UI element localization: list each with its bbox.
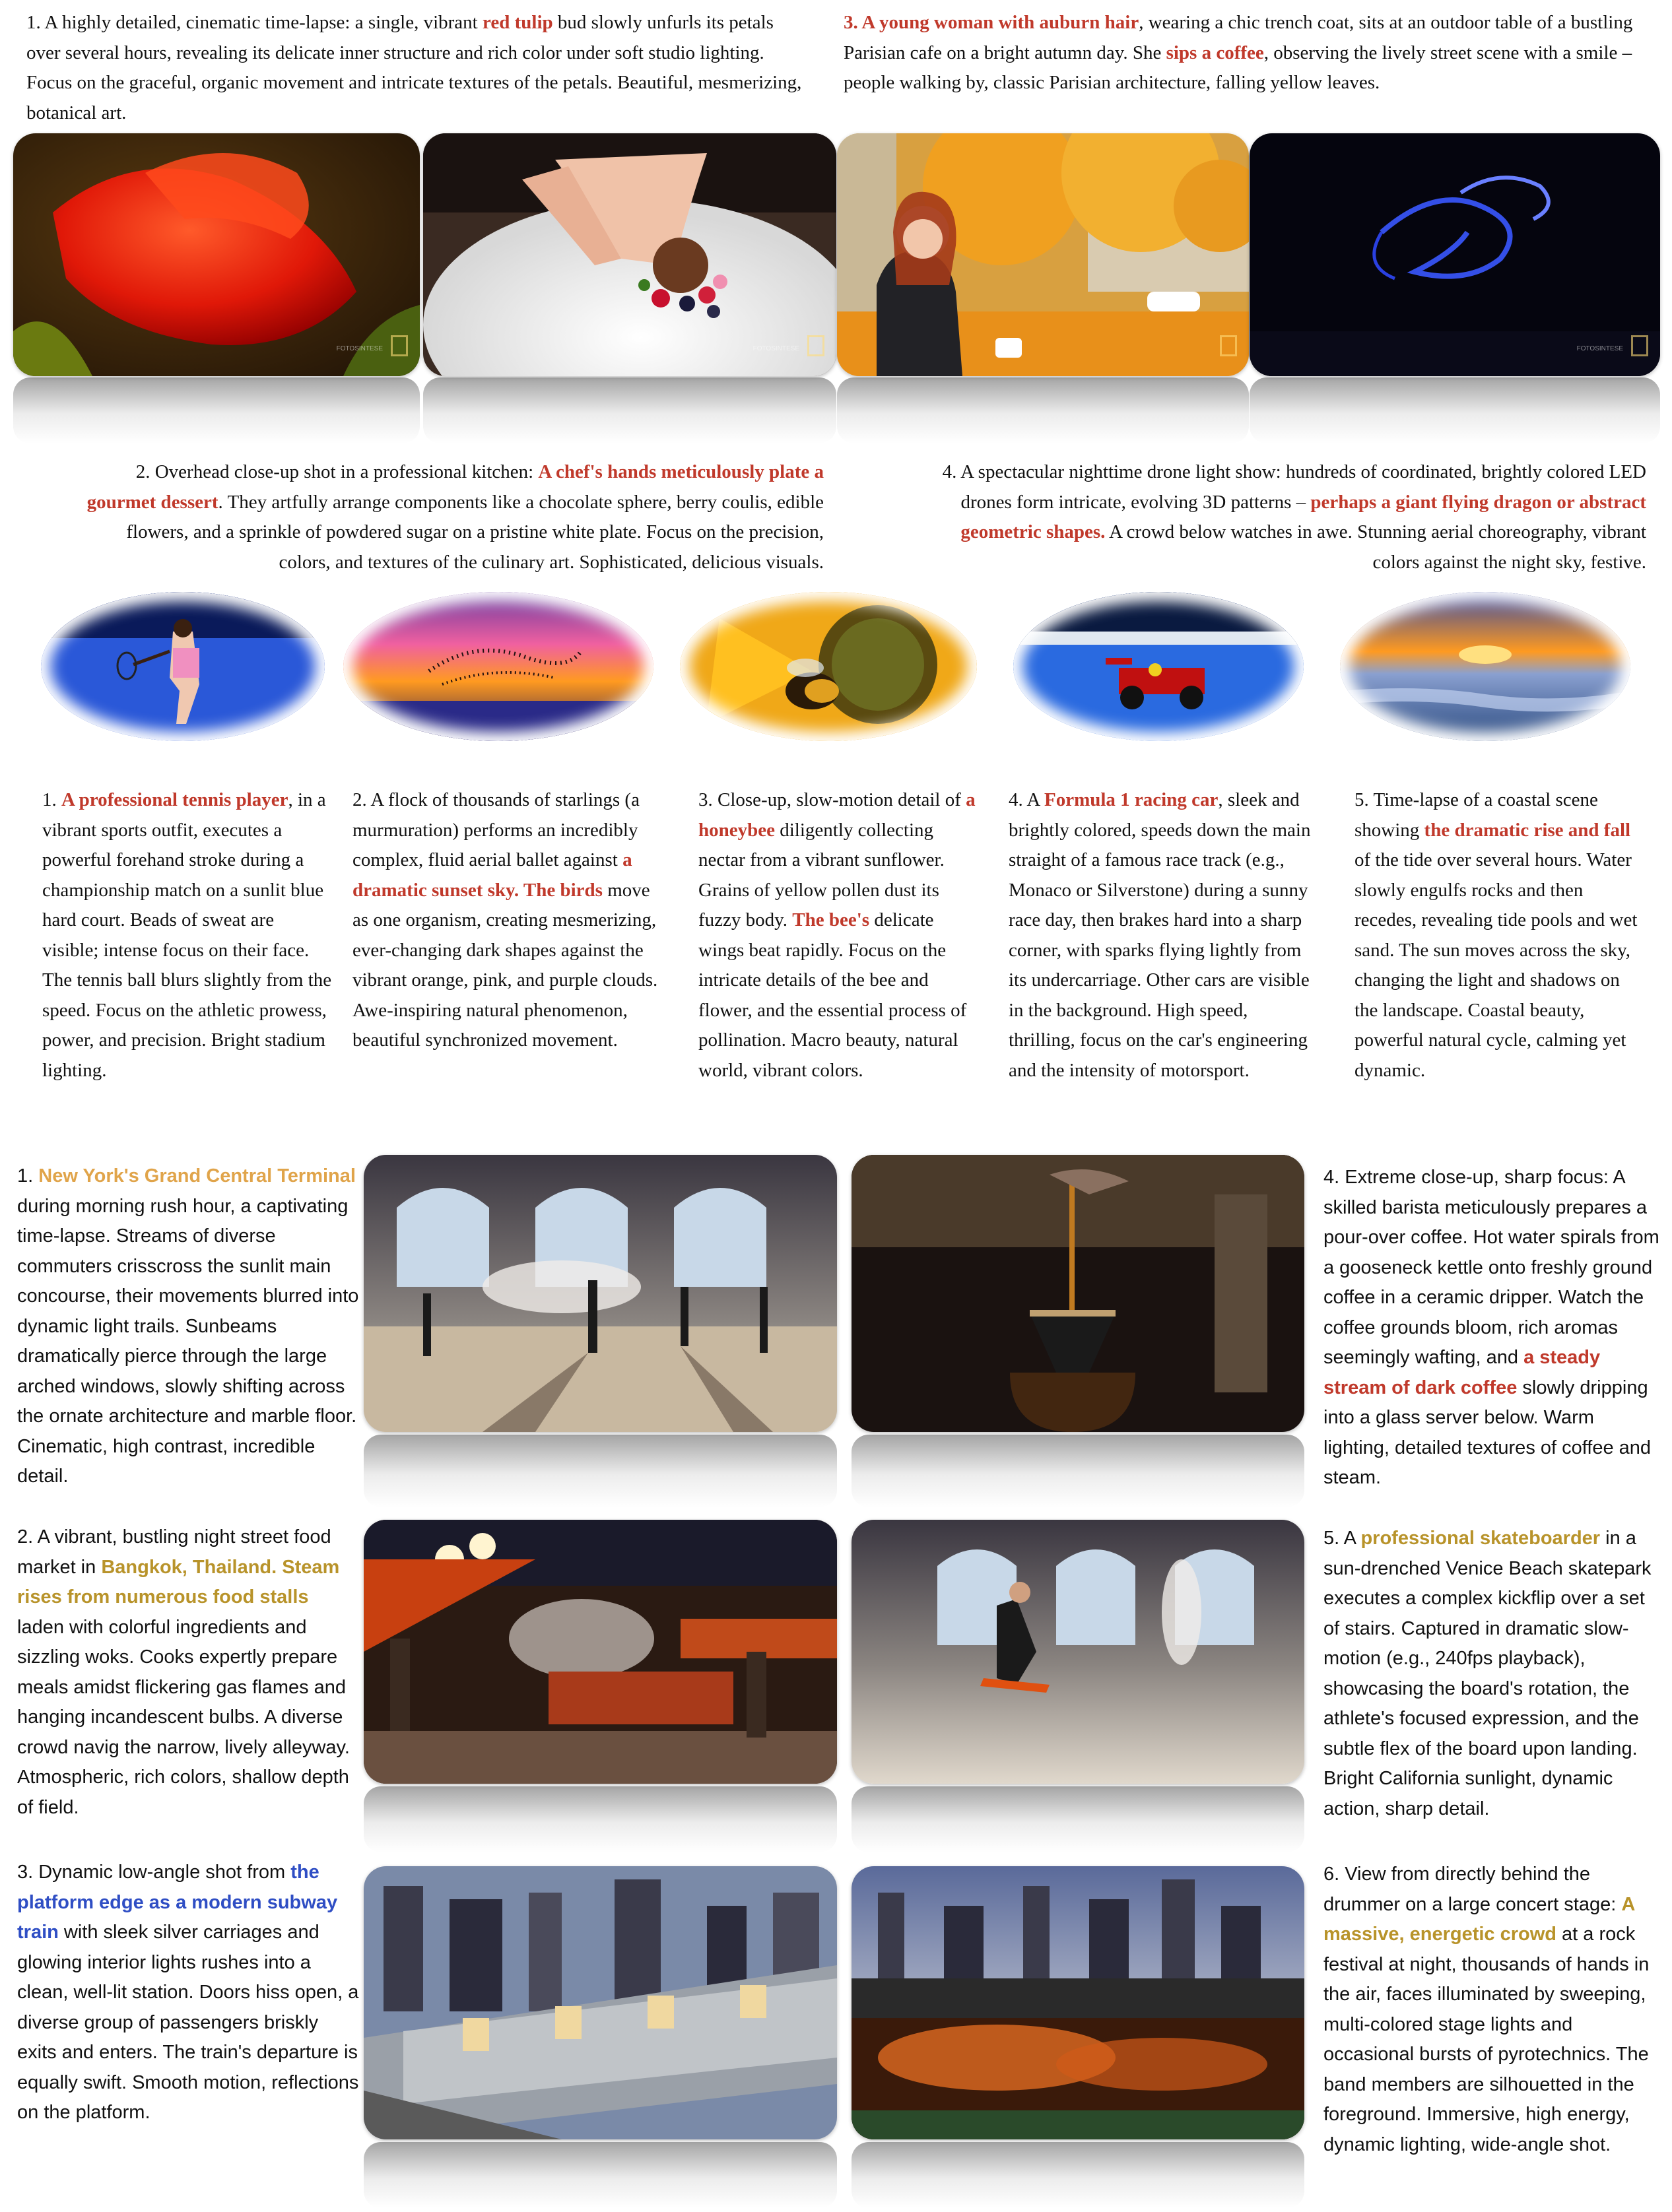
caption-tulip: 1. A highly detailed, cinematic time-lapse: a single, vibrant red tulip bud slowly unfurls its petals over several hours, revealing its delicate inner structure and rich color under soft studio lighting. Focus on the graceful, organic movement and intricate textures of the petals. Beautiful, mesmerizing, botanical art. bbox=[26, 12, 802, 123]
reflection-skateboarder bbox=[852, 1786, 1304, 1852]
caption-coastal-tide: 5. Time-lapse of a coastal scene showing the dramatic rise and fall of the tide over several hours. Water slowly engulfs rocks and then recedes, revealing tide pools and wet sand. The sun moves across the sky, changing the light and shadows on the landscape. Coastal beauty, powerful natural cycle, calming yet dynamic. bbox=[1354, 789, 1638, 1081]
frame-skateboarder bbox=[852, 1520, 1304, 1784]
frame-bangkok-market bbox=[364, 1520, 837, 1784]
oval-starlings bbox=[343, 592, 653, 741]
reflection-drone bbox=[1250, 377, 1660, 443]
reflection-subway bbox=[364, 2142, 837, 2208]
frame-chef-dessert: FOTOSINTESE bbox=[423, 133, 836, 376]
frame-subway-train bbox=[364, 1866, 837, 2139]
reflection-cafe bbox=[837, 377, 1249, 443]
reflection-concert bbox=[852, 2142, 1304, 2208]
oval-honeybee bbox=[680, 592, 977, 741]
caption-honeybee: 3. Close-up, slow-motion detail of a honeybee diligently collecting nectar from a vibrant sunflower. Grains of yellow pollen dust its fuzzy body. The bee's delicate wings beat rapidly. Focus on the intricate details of the bee and flower, and the essential process of pollination. Macro beauty, natural world, vibrant colors. bbox=[698, 789, 976, 1081]
caption-chef-dessert: 2. Overhead close-up shot in a professional kitchen: A chef's hands meticulously plate a gourmet dessert. They artfully arrange components like a chocolate sphere, berry coulis, edible flowers, and a sprinkle of powdered sugar on a pristine white plate. Focus on the precision, colors, and textures of the culinary art. Sophisticated, delicious visuals. bbox=[86, 461, 824, 573]
reflection-barista bbox=[852, 1435, 1304, 1507]
reflection-chef bbox=[423, 377, 836, 443]
caption-barista-coffee: 4. Extreme close-up, sharp focus: A skilled barista meticulously prepares a pour-over coffee. Hot water spirals from a gooseneck kettle onto freshly ground coffee in a ceramic dripper. Watch the coffee grounds bloom, rich aromas seemingly wafting, and a steady stream of dark coffee slowly dripping into a glass server below. Warm lighting, detailed textures of coffee and steam. bbox=[1323, 1167, 1659, 1488]
caption-formula-1: 4. A Formula 1 racing car, sleek and brightly colored, speeds down the main straight of a famous race track (e.g., Monaco or Silverstone) during a sunny race day, then brakes hard into a sharp corner, with sparks flying lightly from its undercarriage. Other cars are visible in the background. High speed, thrilling, focus on the car's engineering and the intensity of motorsport. bbox=[1009, 789, 1311, 1081]
caption-concert-crowd: 6. View from directly behind the drummer on a large concert stage: A massive, energetic crowd at a rock festival at night, thousands of hands in the air, faces illuminated by sweeping, multi-colored stage lights and occasional bursts of pyrotechnics. The band members are silhouetted in the foreground. Immersive, high energy, dynamic lighting, wide-angle shot. bbox=[1323, 1864, 1650, 2155]
frame-barista-coffee bbox=[852, 1155, 1304, 1432]
oval-tennis bbox=[41, 592, 325, 741]
watermark-icon bbox=[1220, 335, 1237, 356]
frame-cafe-woman bbox=[837, 133, 1249, 376]
caption-drone-show: 4. A spectacular nighttime drone light show: hundreds of coordinated, brightly colored LED drones form intricate, evolving 3D patterns – perhaps a giant flying dragon or abstract geometric shapes. A crowd below watches in awe. Stunning aerial choreography, vibrant colors against the night sky, festive. bbox=[942, 461, 1646, 573]
caption-starlings: 2. A flock of thousands of starlings (a murmuration) performs an incredibly complex, fluid aerial ballet against a dramatic sunset sky. The birds move as one organism, creating mesmerizing, ever-changing dark shapes against the vibrant orange, pink, and purple clouds. Awe-inspiring natural phenomenon, beautiful synchronized movement. bbox=[352, 789, 658, 1051]
frame-tulip: FOTOSINTESE bbox=[13, 133, 420, 376]
caption-subway-train: 3. Dynamic low-angle shot from the platform edge as a modern subway train with sleek silver carriages and glowing interior lights rushes into a clean, well-lit station. Doors hiss open, a diverse group of passengers briskly exits and enters. The train's departure is equally swift. Smooth motion, reflections on the platform. bbox=[17, 1862, 359, 2123]
caption-skateboarder: 5. A professional skateboarder in a sun-drenched Venice Beach skatepark executes a complex kickflip over a set of stairs. Captured in dramatic slow-motion (e.g., 240fps playback), showcasing the board's rotation, the athlete's focused expression, and the subtle flex of the board upon landing. Bright California sunlight, dynamic action, sharp detail. bbox=[1323, 1528, 1652, 1819]
oval-coastal-tide bbox=[1340, 592, 1630, 741]
oval-formula-1 bbox=[1013, 592, 1304, 741]
watermark-icon bbox=[1631, 335, 1648, 356]
caption-bangkok-market: 2. A vibrant, bustling night street food market in Bangkok, Thailand. Steam rises from numerous food stalls laden with colorful ingredients and sizzling woks. Cooks expertly prepare meals amidst flickering gas flames and hanging incandescent bulbs. A diverse crowd navig the narrow, lively alleyway. Atmospheric, rich colors, shallow depth of field. bbox=[17, 1526, 350, 1818]
frame-grand-central bbox=[364, 1155, 837, 1432]
watermark-icon bbox=[391, 335, 408, 356]
reflection-grand-central bbox=[364, 1435, 837, 1507]
caption-tennis-player: 1. A professional tennis player, in a vibrant sports outfit, executes a powerful forehand stroke during a championship match on a sunlit blue hard court. Beads of sweat are visible; intense focus on their face. The tennis ball blurs slightly from the speed. Focus on the athletic prowess, power, and precision. Bright stadium lighting. bbox=[42, 789, 332, 1081]
frame-drone-show: FOTOSINTESE bbox=[1250, 133, 1660, 376]
reflection-bangkok bbox=[364, 1786, 837, 1852]
reflection-tulip bbox=[13, 377, 420, 443]
watermark-icon bbox=[807, 335, 824, 356]
caption-cafe-woman: 3. A young woman with auburn hair, wearing a chic trench coat, sits at an outdoor table of a bustling Parisian cafe on a bright autumn day. She sips a coffee, observing the lively street scene with a smile – people walking by, classic Parisian architecture, falling yellow leaves. bbox=[844, 12, 1633, 93]
frame-concert-crowd bbox=[852, 1866, 1304, 2139]
caption-grand-central: 1. New York's Grand Central Terminal during morning rush hour, a captivating time-lapse. Streams of diverse commuters crisscross the sunlit main concourse, their movements blurred into dynamic light trails. Sunbeams dramatically pierce through the large arched windows, slowly shifting across the ornate architecture and marble floor. Cinematic, high contrast, incredible detail. bbox=[17, 1165, 359, 1487]
